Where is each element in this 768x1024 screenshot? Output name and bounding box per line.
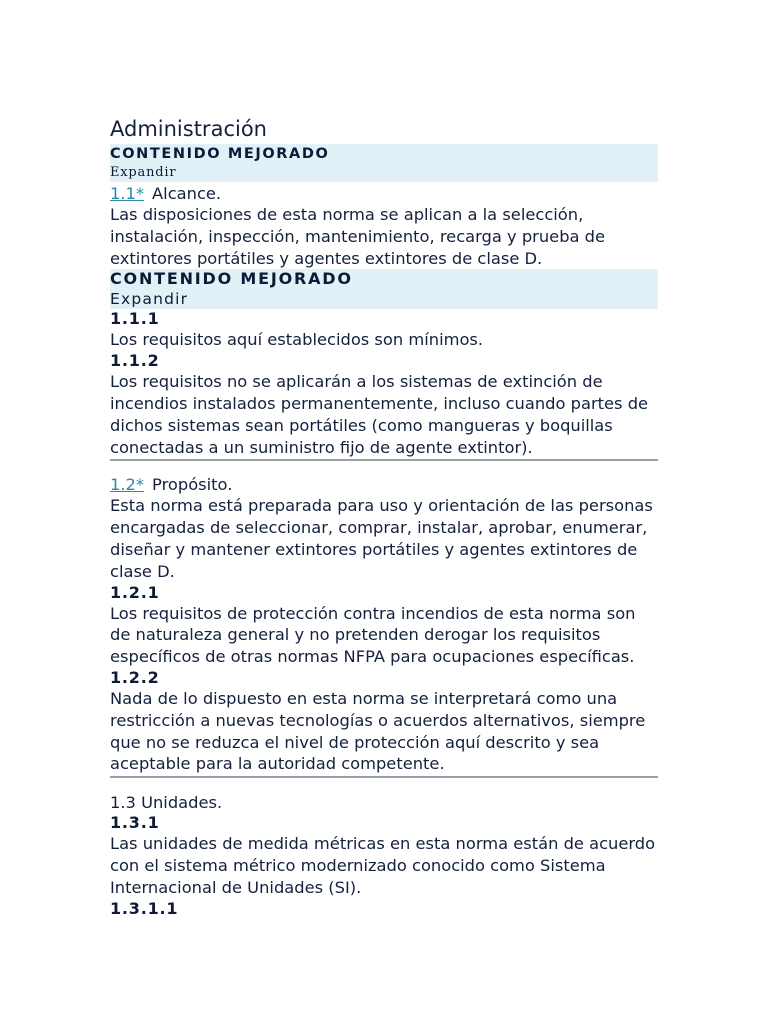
document-page — [110, 114, 658, 919]
section-body-1-1-2: Los requisitos no se aplicarán a los sistemas de extinción de incendios instalados permanentemente, incluso cuando partes de dichos sistemas sean portátiles (como mangueras y boquillas conectadas a un suministro fijo de agente extintor). — [110, 372, 649, 457]
section-number-1-1-2: 1.1.2 — [110, 351, 160, 371]
section-heading-1-2 — [110, 474, 658, 495]
section-body-1-2: Esta norma está preparada para uso y orientación de las personas encargadas de seleccionar, comprar, instalar, aprobar, enumerar, diseñar y mantener extintores portátiles y agentes extintores de clase D. — [110, 496, 653, 581]
section-heading-1-3: 1.3 Unidades. — [110, 793, 223, 813]
page-title: Administración — [110, 117, 267, 141]
enhanced-content-banner[interactable] — [110, 144, 658, 182]
expand-toggle[interactable]: Expandir — [110, 290, 189, 309]
expand-toggle[interactable]: Expandir — [110, 165, 177, 180]
enhanced-content-label: CONTENIDO MEJORADO — [110, 146, 330, 162]
enhanced-content-label: CONTENIDO MEJORADO — [110, 269, 353, 289]
section-number-1-3-1-1: 1.3.1.1 — [110, 898, 179, 918]
section-number-1-2-1: 1.2.1 — [110, 582, 160, 602]
section-number-1-1-1: 1.1.1 — [110, 309, 160, 329]
section-title-1-2: Propósito. — [152, 475, 233, 495]
section-body-1-2-1: Los requisitos de protección contra incendios de esta norma son de naturaleza general y no pretenden derogar los requisitos específicos de otras normas NFPA para ocupaciones específicas. — [110, 603, 636, 667]
section-link-1-1[interactable]: 1.1* — [110, 184, 145, 203]
section-body-1-2-2: Nada de lo dispuesto en esta norma se interpretará como una restricción a nuevas tecnologías o acuerdos alternativos, siempre que no se reduzca el nivel de protección aquí descrito y sea aceptable para la autoridad competente. — [110, 688, 646, 774]
enhanced-content-banner[interactable] — [110, 269, 658, 309]
section-number-1-2-2: 1.2.2 — [110, 667, 160, 687]
section-body-1-1-1: Los requisitos aquí establecidos son mínimos. — [110, 330, 484, 350]
section-body-1-1: Las disposiciones de esta norma se aplican a la selección, instalación, inspección, mantenimiento, recarga y prueba de extintores portátiles y agentes extintores de clase D. — [110, 205, 606, 268]
section-divider — [110, 776, 658, 778]
section-body-1-3-1: Las unidades de medida métricas en esta norma están de acuerdo con el sistema métrico modernizado conocido como Sistema Internacional de Unidades (SI). — [110, 834, 656, 897]
section-divider — [110, 459, 658, 461]
section-heading-1-1 — [110, 183, 658, 204]
section-title-1-1: Alcance. — [152, 184, 222, 203]
section-link-1-2[interactable]: 1.2* — [110, 475, 145, 495]
section-number-1-3-1: 1.3.1 — [110, 813, 160, 833]
